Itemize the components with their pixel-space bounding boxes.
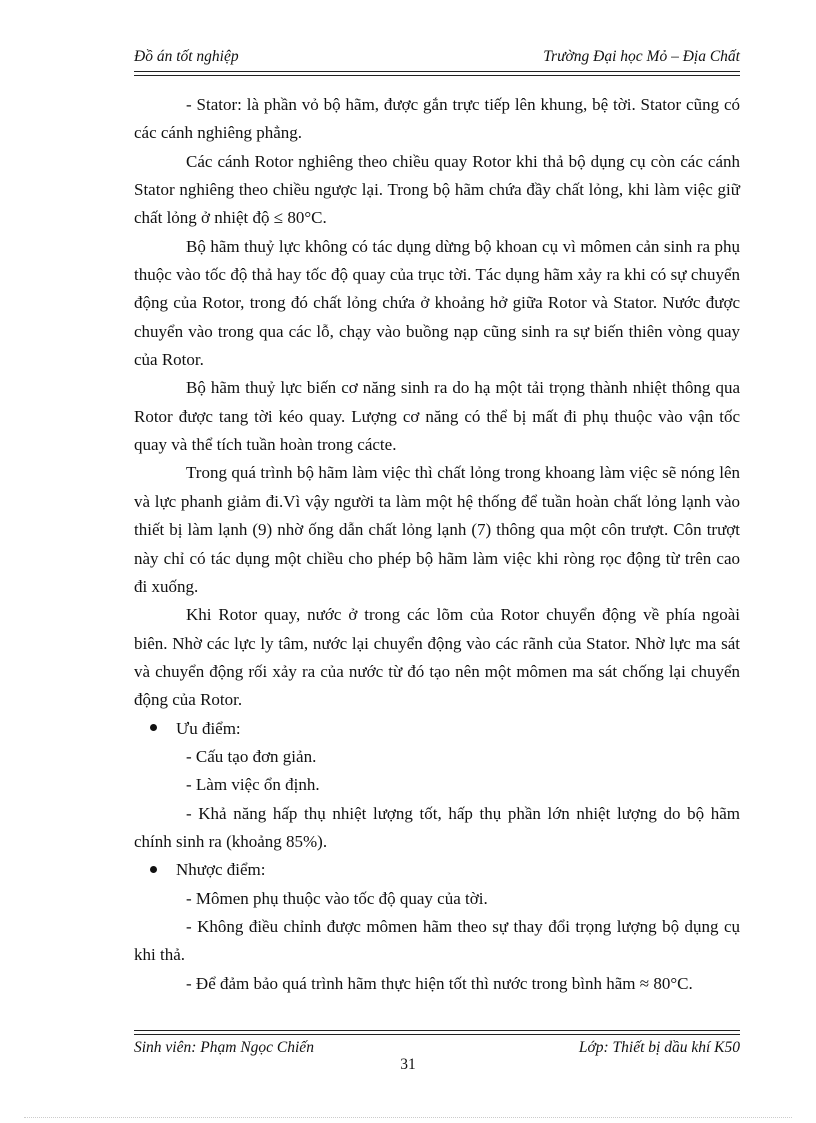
- bullet-icon: [150, 866, 157, 873]
- disadvantage-item: - Không điều chỉnh được mômen hãm theo sự thay đổi trọng lượng bộ dụng cụ khi thả.: [134, 916, 740, 965]
- bullet-icon: [150, 724, 157, 731]
- header-university-name: Trường Đại học Mỏ – Địa Chất: [543, 48, 740, 65]
- page-header: [134, 48, 740, 70]
- disadvantage-item: - Để đảm bảo quá trình hãm thực hiện tốt thì nước trong bình hãm ≈ 80°C.: [186, 973, 693, 993]
- footer-divider: [134, 1030, 740, 1035]
- page-number: 31: [400, 1056, 416, 1073]
- header-divider: [134, 71, 740, 76]
- header-thesis-label: Đồ án tốt nghiệp: [134, 48, 239, 65]
- footer-student-name: Sinh viên: Phạm Ngọc Chiến: [134, 1039, 314, 1056]
- advantages-title: Ưu điểm:: [176, 718, 241, 738]
- disadvantage-item: - Mômen phụ thuộc vào tốc độ quay của tời.: [186, 888, 488, 908]
- footer-class-name: Lớp: Thiết bị dầu khí K50: [578, 1039, 740, 1056]
- paragraph-stator: - Stator: là phần vỏ bộ hãm, được gắn trực tiếp lên khung, bệ tời. Stator cũng có các cánh nghiêng phẳng.: [134, 95, 740, 143]
- disadvantages-title: Nhược điểm:: [176, 860, 266, 880]
- disadvantages-heading: [134, 856, 740, 884]
- advantages-heading: [134, 715, 740, 743]
- page-edge-divider: [24, 1117, 792, 1118]
- advantage-item: - Cấu tạo đơn giản.: [186, 746, 317, 766]
- paragraph-energy-conversion: Bộ hãm thuỷ lực biến cơ năng sinh ra do hạ một tải trọng thành nhiệt thông qua Rotor được tang tời kéo quay. Lượng cơ năng có thể bị mất đi phụ thuộc vào vận tốc quay và thể tích tuần hoàn trong cácte.: [134, 378, 740, 455]
- main-content: [134, 91, 740, 998]
- advantage-item: - Làm việc ổn định.: [186, 775, 320, 795]
- advantage-item: - Khả năng hấp thụ nhiệt lượng tốt, hấp thụ phần lớn nhiệt lượng do bộ hãm chính sinh ra (khoảng 85%).: [134, 803, 740, 851]
- paragraph-rotor-motion: Khi Rotor quay, nước ở trong các lõm của Rotor chuyển động về phía ngoài biên. Nhờ các lực ly tâm, nước lại chuyển động vào các rãnh của Stator. Nhờ lực ma sát và chuyển động rối xảy ra của nước từ đó tạo nên một mômen ma sát chống lại chuyển động của Rotor.: [134, 605, 740, 710]
- paragraph-cooling-system: Trong quá trình bộ hãm làm việc thì chất lỏng trong khoang làm việc sẽ nóng lên và lực phanh giảm đi.Vì vậy người ta làm một hệ thống để tuần hoàn chất lỏng lạnh vào thiết bị làm lạnh (9) nhờ ống dẫn chất lỏng lạnh (7) thông qua một côn trượt. Côn trượt này chỉ có tác dụng một chiều cho phép bộ hãm làm việc khi ròng rọc động từ trên cao đi xuống.: [134, 463, 740, 596]
- paragraph-brake-effect: Bộ hãm thuỷ lực không có tác dụng dừng bộ khoan cụ vì mômen cản sinh ra phụ thuộc vào tốc độ thả hay tốc độ quay của trục tời. Tác dụng hãm xảy ra khi có sự chuyển động của Rotor, trong đó chất lỏng chứa ở khoảng hở giữa Rotor và Stator. Nước được chuyển vào trong qua các lỗ, chạy vào buồng nạp cũng sinh ra sự biến thiên vòng quay của Rotor.: [134, 236, 740, 370]
- paragraph-blades: Các cánh Rotor nghiêng theo chiều quay Rotor khi thả bộ dụng cụ còn các cánh Stator nghiêng theo chiều ngược lại. Trong bộ hãm chứa đầy chất lỏng, khi làm việc giữ chất lỏng ở nhiệt độ ≤ 80°C.: [134, 151, 740, 228]
